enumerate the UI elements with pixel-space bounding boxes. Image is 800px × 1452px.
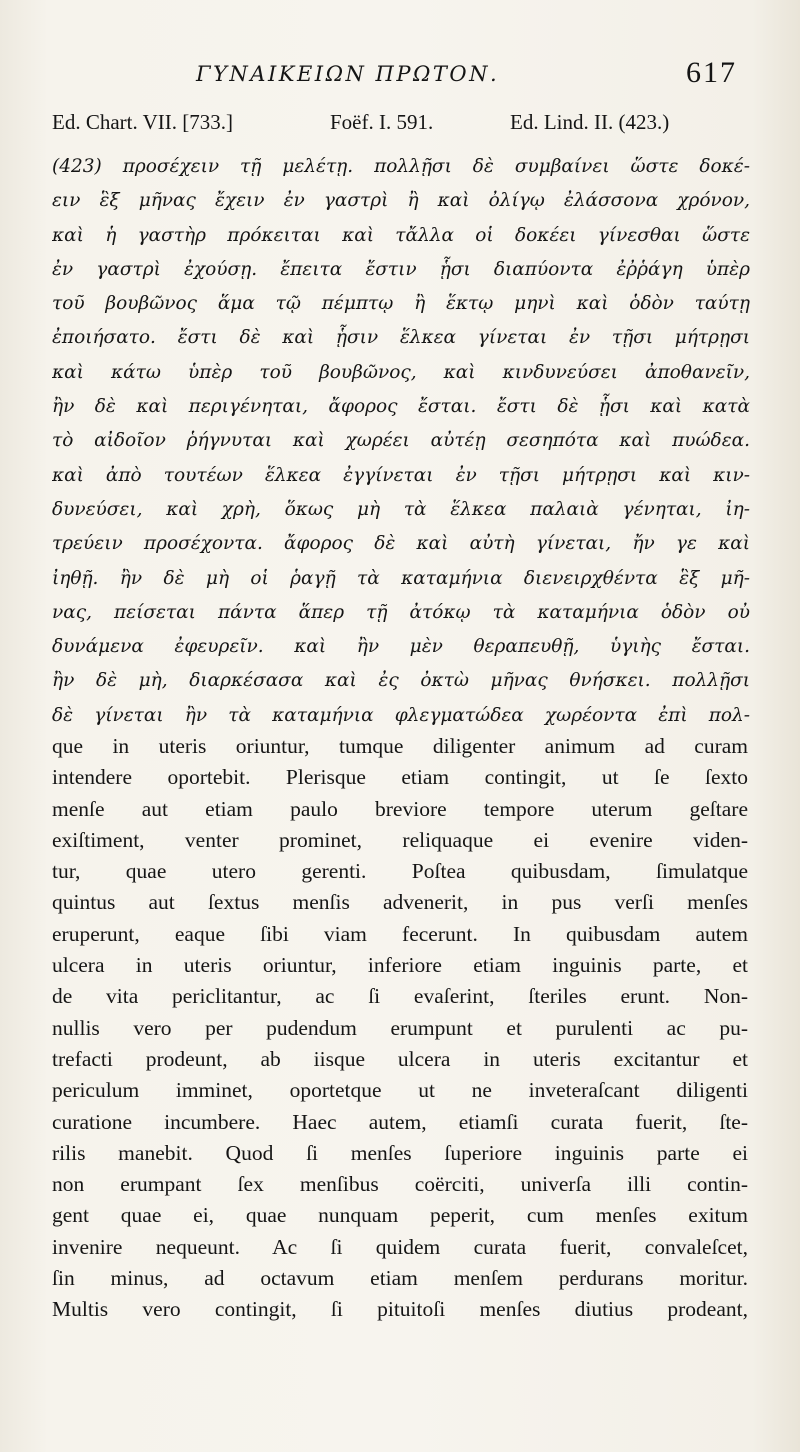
greek-text-line: ἢν δὲ μὴ, διαρκέσασα καὶ ἐς ὀκτὼ μῆνας θνήσκει. πολλῇσι [52,670,750,692]
greek-text-line: δυνεύσει, καὶ χρὴ, ὅκως μὴ τὰ ἕλκεα παλαιὰ γένηται, ἰη- [52,498,750,520]
latin-text-line: trefacti prodeunt, ab iisque ulcera in uteris excitantur et [52,1046,748,1071]
running-head [0,56,800,96]
latin-text-line: rilis manebit. Quod ſi menſes ſuperiore inguinis parte ei [52,1140,748,1165]
latin-text-line: gent quae ei, quae nunquam peperit, cum menſes exitum [52,1203,748,1228]
greek-text-line: νας, πείσεται πάντα ἅπερ τῇ ἀτόκῳ τὰ καταμήνια ὁδὸν οὐ [52,601,750,623]
greek-text-line: καὶ ἡ γαστὴρ πρόκειται καὶ τἄλλα οἱ δοκέει γίνεσθαι ὥστε [52,224,750,246]
edition-references [52,110,742,144]
greek-text-block [52,150,750,733]
latin-text-line: ulcera in uteris oriuntur, inferiore etiam inguinis parte, et [52,953,748,978]
latin-text-block [52,731,748,1326]
greek-text-line: ἢν δὲ καὶ περιγένηται, ἄφορος ἔσται. ἔστι δὲ ᾗσι καὶ κατὰ [52,396,750,418]
running-title: ΓΥΝΑΙΚΕΙΩΝ ΠΡΩΤΟΝ. [196,62,500,86]
latin-text-line: de vita periclitantur, ac ſi evaſerint, ſteriles erunt. Non- [52,984,748,1009]
latin-text-line: nullis vero per pudendum erumpunt et purulenti ac pu- [52,1015,748,1040]
edition-ref-chartier: Ed. Chart. VII. [733.] [52,110,233,134]
greek-text-line: δὲ γίνεται ἢν τὰ καταμήνια φλεγματώδεα χωρέοντα ἐπὶ πολ- [52,704,750,726]
latin-text-line: eruperunt, eaque ſibi viam fecerunt. In quibusdam autem [52,921,748,946]
latin-text-line: intendere oportebit. Plerisque etiam contingit, ut ſe ſexto [52,765,748,790]
page-number: 617 [686,56,737,89]
greek-text-line: (423) προσέχειν τῇ μελέτῃ. πολλῇσι δὲ συμβαίνει ὥστε δοκέ- [52,156,750,177]
greek-text-line: τὸ αἰδοῖον ῥήγνυται καὶ χωρέει αὐτέῃ σεσηπότα καὶ πυώδεα. [52,430,750,452]
latin-text-line: Multis vero contingit, ſi pituitoſi menſes diutius prodeant, [52,1297,748,1322]
greek-text-line: τοῦ βουβῶνος ἅμα τῷ πέμπτῳ ἢ ἕκτῳ μηνὶ καὶ ὁδὸν ταύτῃ [52,293,750,315]
latin-text-line: curatione incumbere. Haec autem, etiamſi curata fuerit, ſte- [52,1109,748,1134]
greek-text-line: τρεύειν προσέχοντα. ἄφορος δὲ καὶ αὐτὴ γίνεται, ἤν γε καὶ [52,533,750,555]
greek-text-line: ἐν γαστρὶ ἐχούσῃ. ἔπειτα ἔστιν ᾗσι διαπύοντα ἐῤῥάγη ὑπὲρ [52,258,750,280]
greek-text-line: ἐποιήσατο. ἔστι δὲ καὶ ᾗσιν ἕλκεα γίνεται ἐν τῇσι μήτρῃσι [52,327,750,349]
greek-text-line: καὶ κάτω ὑπὲρ τοῦ βουβῶνος, καὶ κινδυνεύσει ἀποθανεῖν, [52,361,750,383]
latin-text-line: ſin minus, ad octavum etiam menſem perdurans moritur. [52,1266,748,1291]
greek-text-line: δυνάμενα ἐφευρεῖν. καὶ ἢν μὲν θεραπευθῇ, ὑγιὴς ἔσται. [52,636,750,658]
greek-text-line: ἰηθῇ. ἢν δὲ μὴ οἱ ῥαγῇ τὰ καταμήνια διενειρχθέντα ἓξ μῆ- [52,567,750,589]
latin-text-line: periculum imminet, oportetque ut ne inveteraſcant diligenti [52,1078,748,1103]
latin-text-line: que in uteris oriuntur, tumque diligenter animum ad curam [52,734,748,758]
greek-text-line: ειν ἓξ μῆνας ἔχειν ἐν γαστρὶ ἢ καὶ ὀλίγῳ ἐλάσσονα χρόνον, [52,190,750,212]
latin-text-line: menſe aut etiam paulo breviore tempore uterum geſtare [52,796,748,821]
latin-text-line: non erumpant ſex menſibus coërciti, univerſa illi contin- [52,1172,748,1197]
latin-text-line: tur, quae utero gerenti. Poſtea quibusdam, ſimulatque [52,859,748,884]
latin-text-line: quintus aut ſextus menſis advenerit, in pus verſi menſes [52,890,748,915]
latin-text-line: invenire nequeunt. Ac ſi quidem curata fuerit, convaleſcet, [52,1234,748,1259]
latin-text-line: exiſtiment, venter prominet, reliquaque ei evenire viden- [52,827,748,852]
edition-ref-foesius: Foëf. I. 591. [330,110,434,134]
edition-ref-linden: Ed. Lind. II. (423.) [510,110,670,134]
greek-text-line: καὶ ἀπὸ τουτέων ἕλκεα ἐγγίνεται ἐν τῇσι μήτρῃσι καὶ κιν- [52,464,750,486]
